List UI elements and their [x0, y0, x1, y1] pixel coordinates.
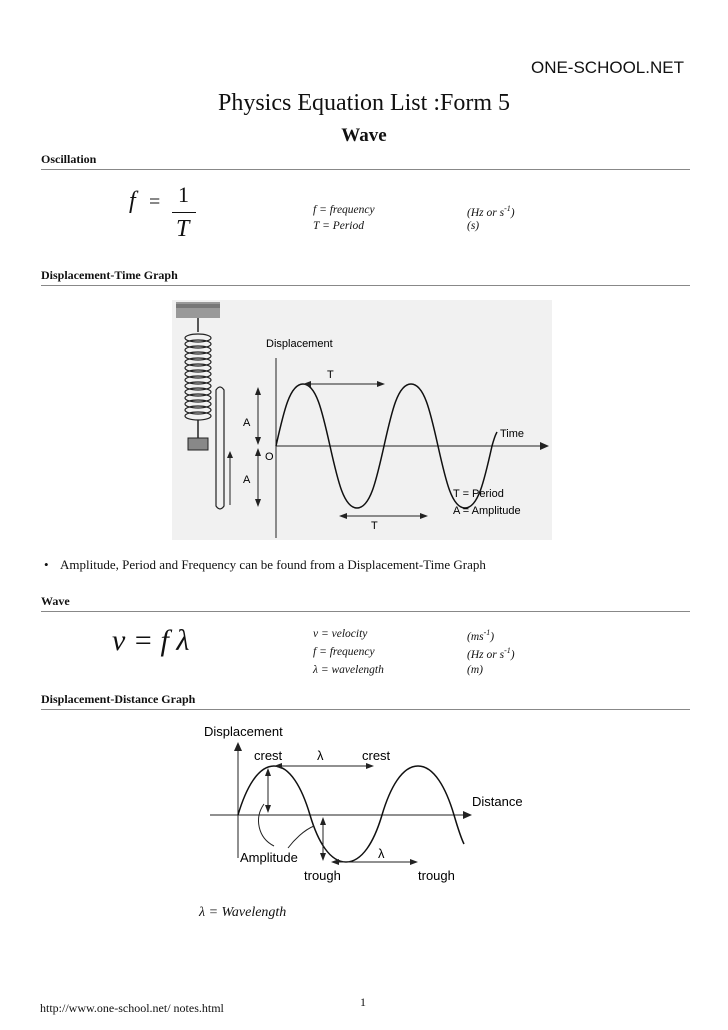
- var-velocity: v = velocity: [313, 628, 368, 640]
- graph1-period-bottom: T: [371, 520, 378, 532]
- graph1-period-top: T: [327, 369, 334, 381]
- graph1-amplitude-top: A: [243, 417, 251, 429]
- graph2-lambda-bottom: λ: [378, 846, 385, 861]
- section-wave: Wave: [41, 594, 690, 612]
- var-wave-frequency: f = frequency: [313, 646, 375, 658]
- graph2-trough-2: trough: [418, 868, 455, 883]
- graph1-ylabel: Displacement: [266, 338, 333, 350]
- var-frequency: f = frequency: [313, 204, 375, 216]
- graph1-amplitude-bottom: A: [243, 474, 251, 486]
- unit-wavelength: (m): [467, 664, 483, 676]
- graph1-xlabel: Time: [500, 428, 525, 440]
- wave-formula: v = f λ: [112, 624, 190, 657]
- unit-velocity: $(ms^{-1})$: [467, 628, 495, 643]
- footer-url[interactable]: http://www.one-school.net/ notes.html: [40, 1001, 224, 1015]
- graph2-amplitude: Amplitude: [240, 850, 298, 865]
- graph2-trough-1: trough: [304, 868, 341, 883]
- displacement-distance-figure: [196, 718, 523, 888]
- graph2-ylabel: Displacement: [204, 724, 283, 739]
- section-oscillation: Oscillation: [41, 152, 690, 170]
- graph1-legend-period: T = Period: [453, 488, 504, 500]
- unit-frequency: (Hz or $s^{-1}$): [467, 204, 515, 219]
- var-wavelength: λ = wavelength: [313, 664, 384, 676]
- graph1-legend-amplitude: A = Amplitude: [453, 505, 521, 517]
- frequency-formula: [125, 182, 215, 245]
- formula-numerator: 1: [178, 182, 189, 207]
- bullet-text: Amplitude, Period and Frequency can be found from a Displacement-Time Graph: [60, 557, 486, 572]
- fraction-bar: [172, 212, 196, 213]
- bullet-item: [44, 557, 486, 573]
- formula-lhs: f: [129, 188, 136, 214]
- graph2-crest-1: crest: [254, 748, 283, 763]
- bullet-icon: •: [44, 557, 49, 572]
- unit-wave-frequency: (Hz or $s^{-1}$): [467, 646, 515, 661]
- page-number: 1: [360, 995, 366, 1009]
- graph2-xlabel: Distance: [472, 794, 523, 809]
- formula-equals: =: [149, 191, 161, 213]
- graph1-origin: O: [265, 451, 274, 463]
- var-period: T = Period: [313, 220, 364, 232]
- graph2-crest-2: crest: [362, 748, 391, 763]
- unit-period: (s): [467, 220, 480, 232]
- page-subtitle: Wave: [341, 125, 387, 146]
- page-title: Physics Equation List :Form 5: [217, 90, 510, 116]
- displacement-time-figure: [172, 300, 552, 540]
- wavelength-caption: λ = Wavelength: [199, 905, 287, 920]
- graph2-lambda-top: λ: [317, 748, 324, 763]
- formula-denominator: T: [176, 216, 190, 242]
- section-displacement-time: Displacement-Time Graph: [41, 268, 690, 286]
- section-displacement-distance: Displacement-Distance Graph: [41, 692, 690, 710]
- site-name: ONE-SCHOOL.NET: [530, 58, 684, 77]
